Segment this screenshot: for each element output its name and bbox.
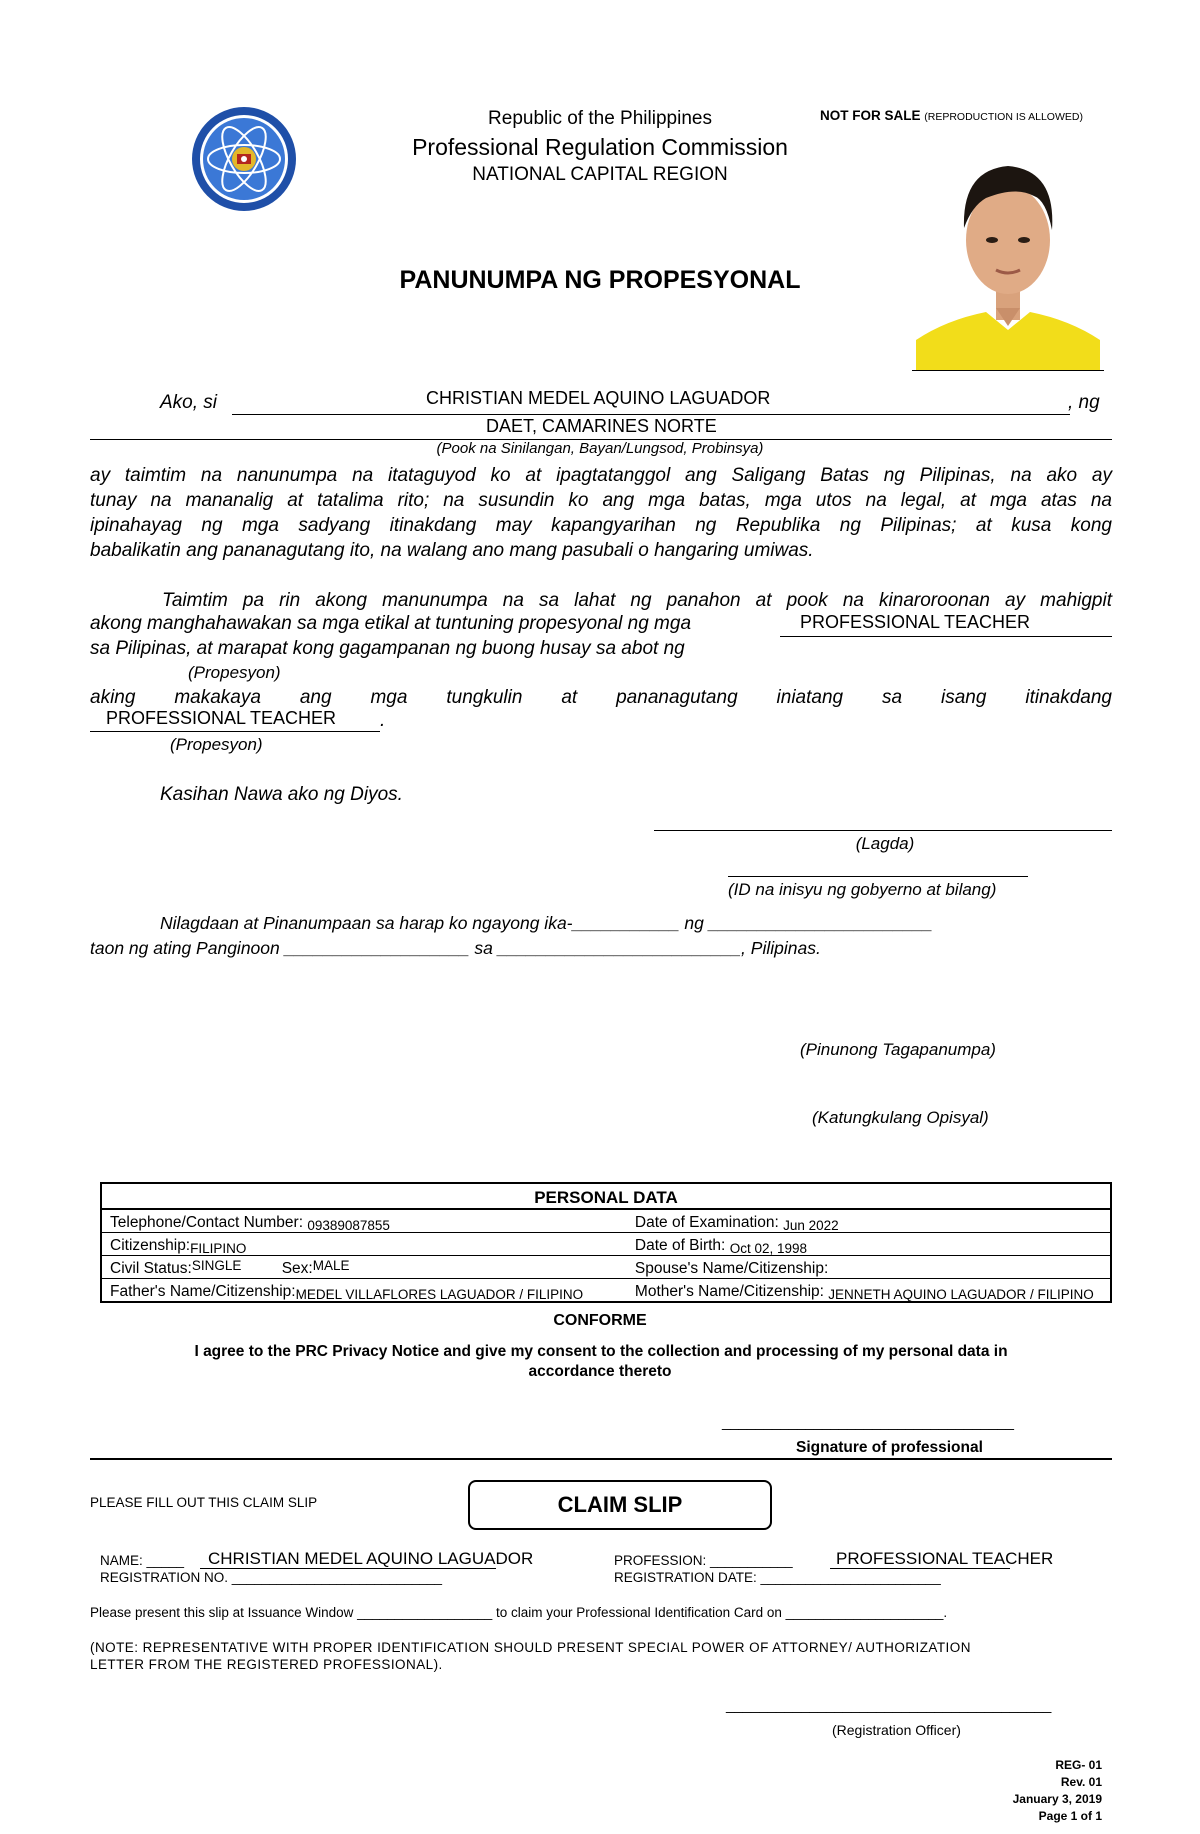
claim-profession-line	[830, 1568, 1010, 1569]
telephone-label: Telephone/Contact Number:	[110, 1214, 304, 1231]
table-row	[101, 1279, 1111, 1303]
citizenship-cell	[101, 1233, 627, 1256]
present-slip-text: Please present this slip at Issuance Window __________________ to claim your Professional Identification Card on _____________________.	[90, 1605, 948, 1620]
name-line	[232, 414, 1070, 415]
table-row	[101, 1233, 1111, 1256]
claim-name-line	[200, 1568, 496, 1569]
photo-underline	[912, 370, 1104, 371]
profession-value-2: PROFESSIONAL TEACHER	[106, 708, 337, 728]
oath-name-value: CHRISTIAN MEDEL AQUINO LAGUADOR	[426, 388, 771, 408]
exam-cell	[627, 1209, 1111, 1233]
profession-value-1: PROFESSIONAL TEACHER	[800, 612, 1031, 632]
conforme-text-1: I agree to the PRC Privacy Notice and give my consent to the collection and processing of my personal data in	[194, 1343, 1008, 1360]
reproduction-allowed-text: (REPRODUCTION IS ALLOWED)	[924, 111, 1083, 123]
profession-line-2	[90, 731, 380, 732]
claim-slip-title: CLAIM SLIP	[468, 1480, 772, 1530]
claim-name-value: CHRISTIAN MEDEL AQUINO LAGUADOR	[208, 1549, 534, 1568]
table-row	[101, 1256, 1111, 1279]
registration-date-label: REGISTRATION DATE: ________________________	[614, 1570, 941, 1585]
oath-line: Taimtim pa rin akong manunumpa na sa lahat ng panahon at pook na kinaroroonan ay mahigpit	[162, 590, 1112, 611]
ako-si-label: Ako, si	[160, 392, 218, 413]
oath-line: sa Pilipinas, at marapat kong gagampanan ng buong husay sa abot ng	[90, 638, 685, 659]
civil-status-value: SINGLE	[191, 1258, 242, 1273]
conforme-text-2: accordance thereto	[528, 1363, 672, 1380]
taon-text: taon ng ating Panginoon ___________________ sa _________________________, Pilipinas.	[90, 938, 821, 958]
sex-label: Sex:	[281, 1260, 313, 1277]
form-date: January 3, 2019	[1012, 1792, 1102, 1806]
id-photo	[916, 140, 1100, 370]
table-row	[101, 1209, 1111, 1233]
oath-paragraph-2-line-1	[162, 588, 1112, 613]
republic-heading: Republic of the Philippines	[488, 108, 712, 129]
region-heading: NATIONAL CAPITAL REGION	[472, 164, 728, 185]
oath-paragraph-2-line-4	[90, 685, 1112, 710]
id-caption: (ID na inisyu ng gobyerno at bilang)	[728, 880, 997, 899]
registration-officer-label: (Registration Officer)	[832, 1722, 961, 1738]
oath-line: babalikatin ang pananagutang ito, na walang ano mang pasubali o hangaring umiwas.	[90, 540, 814, 561]
form-revision: Rev. 01	[1060, 1775, 1102, 1789]
birthplace-caption: (Pook na Sinilangan, Bayan/Lungsod, Probinsya)	[436, 440, 764, 457]
fill-out-instruction: PLEASE FILL OUT THIS CLAIM SLIP	[90, 1495, 318, 1510]
spouse-cell	[627, 1256, 1111, 1279]
oath-line: tunay na mananalig at tatalima rito; na susundin ko ang mga batas, mga utos na legal, at mga atas na	[90, 490, 1112, 511]
not-for-sale-label	[820, 108, 1083, 123]
commission-heading: Professional Regulation Commission	[412, 134, 788, 160]
registration-officer-line: _______________________________________	[726, 1697, 1052, 1714]
civil-status-label: Civil Status:	[110, 1260, 192, 1277]
cut-line	[90, 1458, 1112, 1460]
professional-signature-label: Signature of professional	[796, 1439, 983, 1456]
birth-value: Oct 02, 1998	[729, 1241, 807, 1256]
form-code: REG- 01	[1055, 1758, 1102, 1772]
father-label: Father's Name/Citizenship:	[110, 1283, 296, 1300]
professional-signature-line: ___________________________________	[722, 1414, 1014, 1431]
father-cell	[101, 1279, 627, 1303]
conforme-title: CONFORME	[553, 1312, 647, 1329]
nilagdaan-text: Nilagdaan at Pinanumpaan sa harap ko ngayong ika-___________ ng _______________________	[160, 913, 933, 933]
oath-line: akong manghahawakan sa mga etikal at tuntuning propesyonal ng mga	[90, 613, 692, 634]
exam-label: Date of Examination:	[634, 1214, 779, 1231]
oath-line: ipinahayag ng mga sadyang itinakdang may kapangyarihan ng Republika ng Pilipinas; at kusa kong	[90, 515, 1112, 536]
telephone-value: 09389087855	[307, 1218, 390, 1233]
katungkulang-caption: (Katungkulang Opisyal)	[812, 1108, 989, 1127]
registration-no-label: REGISTRATION NO. ____________________________	[100, 1570, 442, 1585]
mother-label: Mother's Name/Citizenship:	[634, 1283, 824, 1300]
oath-paragraph-1	[90, 463, 1112, 563]
citizenship-label: Citizenship:	[110, 1237, 191, 1254]
oath-line: aking makakaya ang mga tungkulin at pananagutang iniatang sa isang itinakdang	[90, 687, 1112, 708]
page-number: Page 1 of 1	[1038, 1809, 1102, 1823]
birth-cell	[627, 1233, 1111, 1256]
exam-value: Jun 2022	[783, 1218, 839, 1233]
prc-seal	[190, 105, 298, 213]
pinunong-caption: (Pinunong Tagapanumpa)	[800, 1040, 996, 1059]
telephone-cell	[101, 1209, 627, 1233]
sex-value: MALE	[312, 1258, 350, 1273]
lagda-caption: (Lagda)	[855, 834, 915, 853]
claim-profession-label: PROFESSION: ___________	[614, 1553, 793, 1568]
father-value: MEDEL VILLAFLORES LAGUADOR / FILIPINO	[295, 1287, 584, 1302]
birthplace-value: DAET, CAMARINES NORTE	[486, 416, 717, 436]
personal-data-title: PERSONAL DATA	[101, 1183, 1111, 1209]
representative-note-2: LETTER FROM THE REGISTERED PROFESSIONAL).	[90, 1657, 443, 1672]
representative-note-1: (NOTE: REPRESENTATIVE WITH PROPER IDENTIFICATION SHOULD PRESENT SPECIAL POWER OF ATTORNEY/ AUTHORIZATION	[90, 1640, 971, 1655]
propesyon-caption-2: (Propesyon)	[170, 735, 263, 754]
citizenship-value: FILIPINO	[190, 1241, 247, 1256]
oath-line: ay taimtim na nanunumpa na itataguyod ko at ipagtatanggol ang Saligang Batas ng Pilipinas, na ako ay	[90, 465, 1112, 486]
kasihan-text: Kasihan Nawa ako ng Diyos.	[160, 784, 403, 805]
period: .	[380, 710, 386, 731]
document-title: PANUNUMPA NG PROPESYONAL	[399, 266, 801, 294]
personal-data-table	[100, 1182, 1112, 1303]
birth-label: Date of Birth:	[634, 1237, 726, 1254]
mother-value: JENNETH AQUINO LAGUADOR / FILIPINO	[828, 1287, 1094, 1302]
id-line	[728, 876, 1028, 877]
claim-profession-value: PROFESSIONAL TEACHER	[836, 1549, 1054, 1568]
ng-label: , ng	[1068, 392, 1100, 413]
civil-status-cell	[101, 1256, 627, 1279]
claim-name-label: NAME: _____	[100, 1553, 185, 1568]
lagda-line	[654, 830, 1112, 831]
propesyon-caption-1: (Propesyon)	[188, 663, 281, 682]
mother-cell	[627, 1279, 1111, 1303]
profession-line-1	[780, 636, 1112, 637]
spouse-label: Spouse's Name/Citizenship:	[634, 1260, 829, 1277]
not-for-sale-text: NOT FOR SALE	[820, 108, 921, 123]
